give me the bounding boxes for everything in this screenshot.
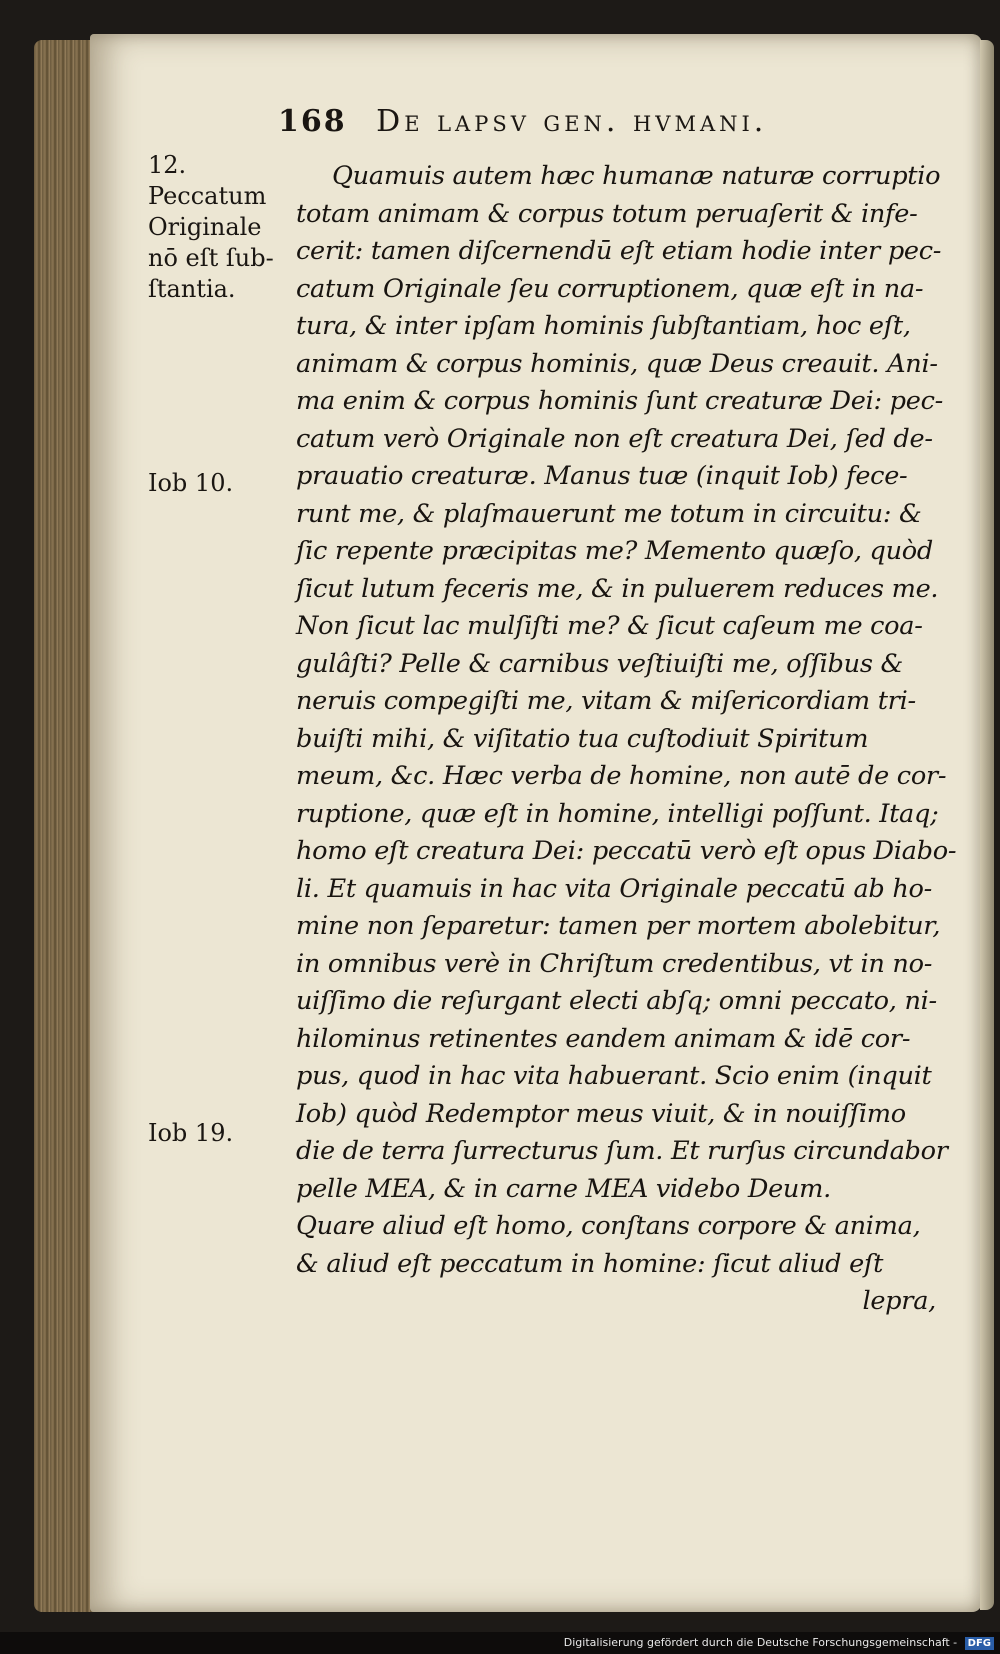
text-line: pelle MEA, & in carne MEA videbo Deum.: [296, 1173, 831, 1204]
margin-note-line: nō eſt ſub-: [148, 244, 274, 272]
footer-bar: [0, 1632, 1000, 1654]
footer-credit-text: Digitalisierung gefördert durch die Deutsche Forschungsgemeinschaft -: [563, 1636, 958, 1649]
dfg-logo: DFG: [965, 1637, 994, 1650]
text-line: ſic repente præcipitas me? Memento quæſo, quòd: [296, 536, 933, 566]
text-line: cerit: tamen diſcernendū eſt etiam hodie inter pec-: [296, 236, 942, 266]
book-page-edges: [34, 40, 94, 1612]
text-line: gulâſti? Pelle & carnibus veſtiuiſti me, oſſibus &: [296, 648, 903, 679]
footer-credit: [564, 1636, 994, 1650]
margin-note-line: Originale: [148, 213, 262, 241]
text-line: & aliud eſt peccatum in homine: ſicut aliud eſt: [296, 1248, 884, 1279]
text-line: tura, & inter ipſam hominis ſubſtantiam, hoc eſt,: [296, 311, 911, 341]
text-line: Iob) quòd Redemptor meus viuit, & in nouiſſimo: [296, 1098, 906, 1129]
body-text: [296, 158, 957, 1321]
text-line: animam & corpus hominis, quæ Deus creauit. Ani-: [296, 348, 938, 379]
margin-note-line: Iob 10.: [148, 469, 234, 497]
text-line: hilominus retinentes eandem animam & idē cor-: [296, 1023, 911, 1054]
text-line: ſicut lutum feceris me, & in puluerem reduces me.: [296, 573, 939, 604]
text-line: Non ſicut lac mulſiſti me? & ſicut caſeum me coa-: [296, 611, 923, 641]
text-line: catum Originale ſeu corruptionem, quæ eſt in na-: [296, 273, 924, 304]
running-head-title: De lapsv gen. hvmani.: [376, 104, 768, 139]
text-line: pus, quod in hac vita habuerant. Scio enim (inquit: [296, 1061, 932, 1091]
text-line: li. Et quamuis in hac vita Originale peccatū ab ho-: [296, 873, 932, 904]
text-line: Quare aliud eſt homo, conſtans corpore & anima,: [296, 1211, 921, 1241]
margin-note-iob-10: [148, 468, 288, 499]
running-head: [278, 104, 948, 139]
margin-note-peccatum: [148, 150, 288, 305]
page-number: 168: [278, 104, 347, 139]
text-line: neruis compegiſti me, vitam & miſericordiam tri-: [296, 686, 916, 716]
text-line: in omnibus verè in Chriſtum credentibus, vt in no-: [296, 948, 933, 979]
margin-note-iob-19: [148, 1118, 288, 1149]
text-line: mine non ſeparetur: tamen per mortem abolebitur,: [296, 911, 941, 941]
margin-note-line: Iob 19.: [148, 1119, 234, 1147]
text-line: ma enim & corpus hominis ſunt creaturæ Dei: pec-: [296, 386, 943, 416]
margin-note-line: 12.: [148, 151, 187, 179]
text-line: buiſti mihi, & viſitatio tua cuſtodiuit Spiritum: [296, 723, 869, 754]
text-line: Quamuis autem hæc humanæ naturæ corruptio: [332, 161, 941, 191]
text-line: meum, &c. Hæc verba de homine, non autē de cor-: [296, 761, 947, 791]
text-line: runt me, & plaſmauerunt me totum in circuitu: &: [296, 498, 922, 529]
text-line: catum verò Originale non eſt creatura Dei, ſed de-: [296, 423, 933, 454]
text-line: homo eſt creatura Dei: peccatū verò eſt opus Diabo-: [296, 836, 957, 866]
catchword: lepra,: [862, 1286, 936, 1316]
margin-note-line: Peccatum: [148, 182, 267, 210]
margin-note-line: ſtantia.: [148, 275, 236, 303]
text-line: die de terra ſurrecturus ſum. Et rurſus circundabor: [296, 1136, 948, 1166]
text-line: ruptione, quæ eſt in homine, intelligi poſſunt. Itaq;: [296, 798, 939, 829]
text-line: totam animam & corpus totum peruaſerit & infe-: [296, 198, 918, 229]
book-right-edge: [980, 40, 994, 1610]
text-line: prauatio creaturæ. Manus tuæ (inquit Iob) fece-: [296, 461, 908, 491]
text-line: uiſſimo die reſurgant electi abſq; omni peccato, ni-: [296, 986, 937, 1016]
